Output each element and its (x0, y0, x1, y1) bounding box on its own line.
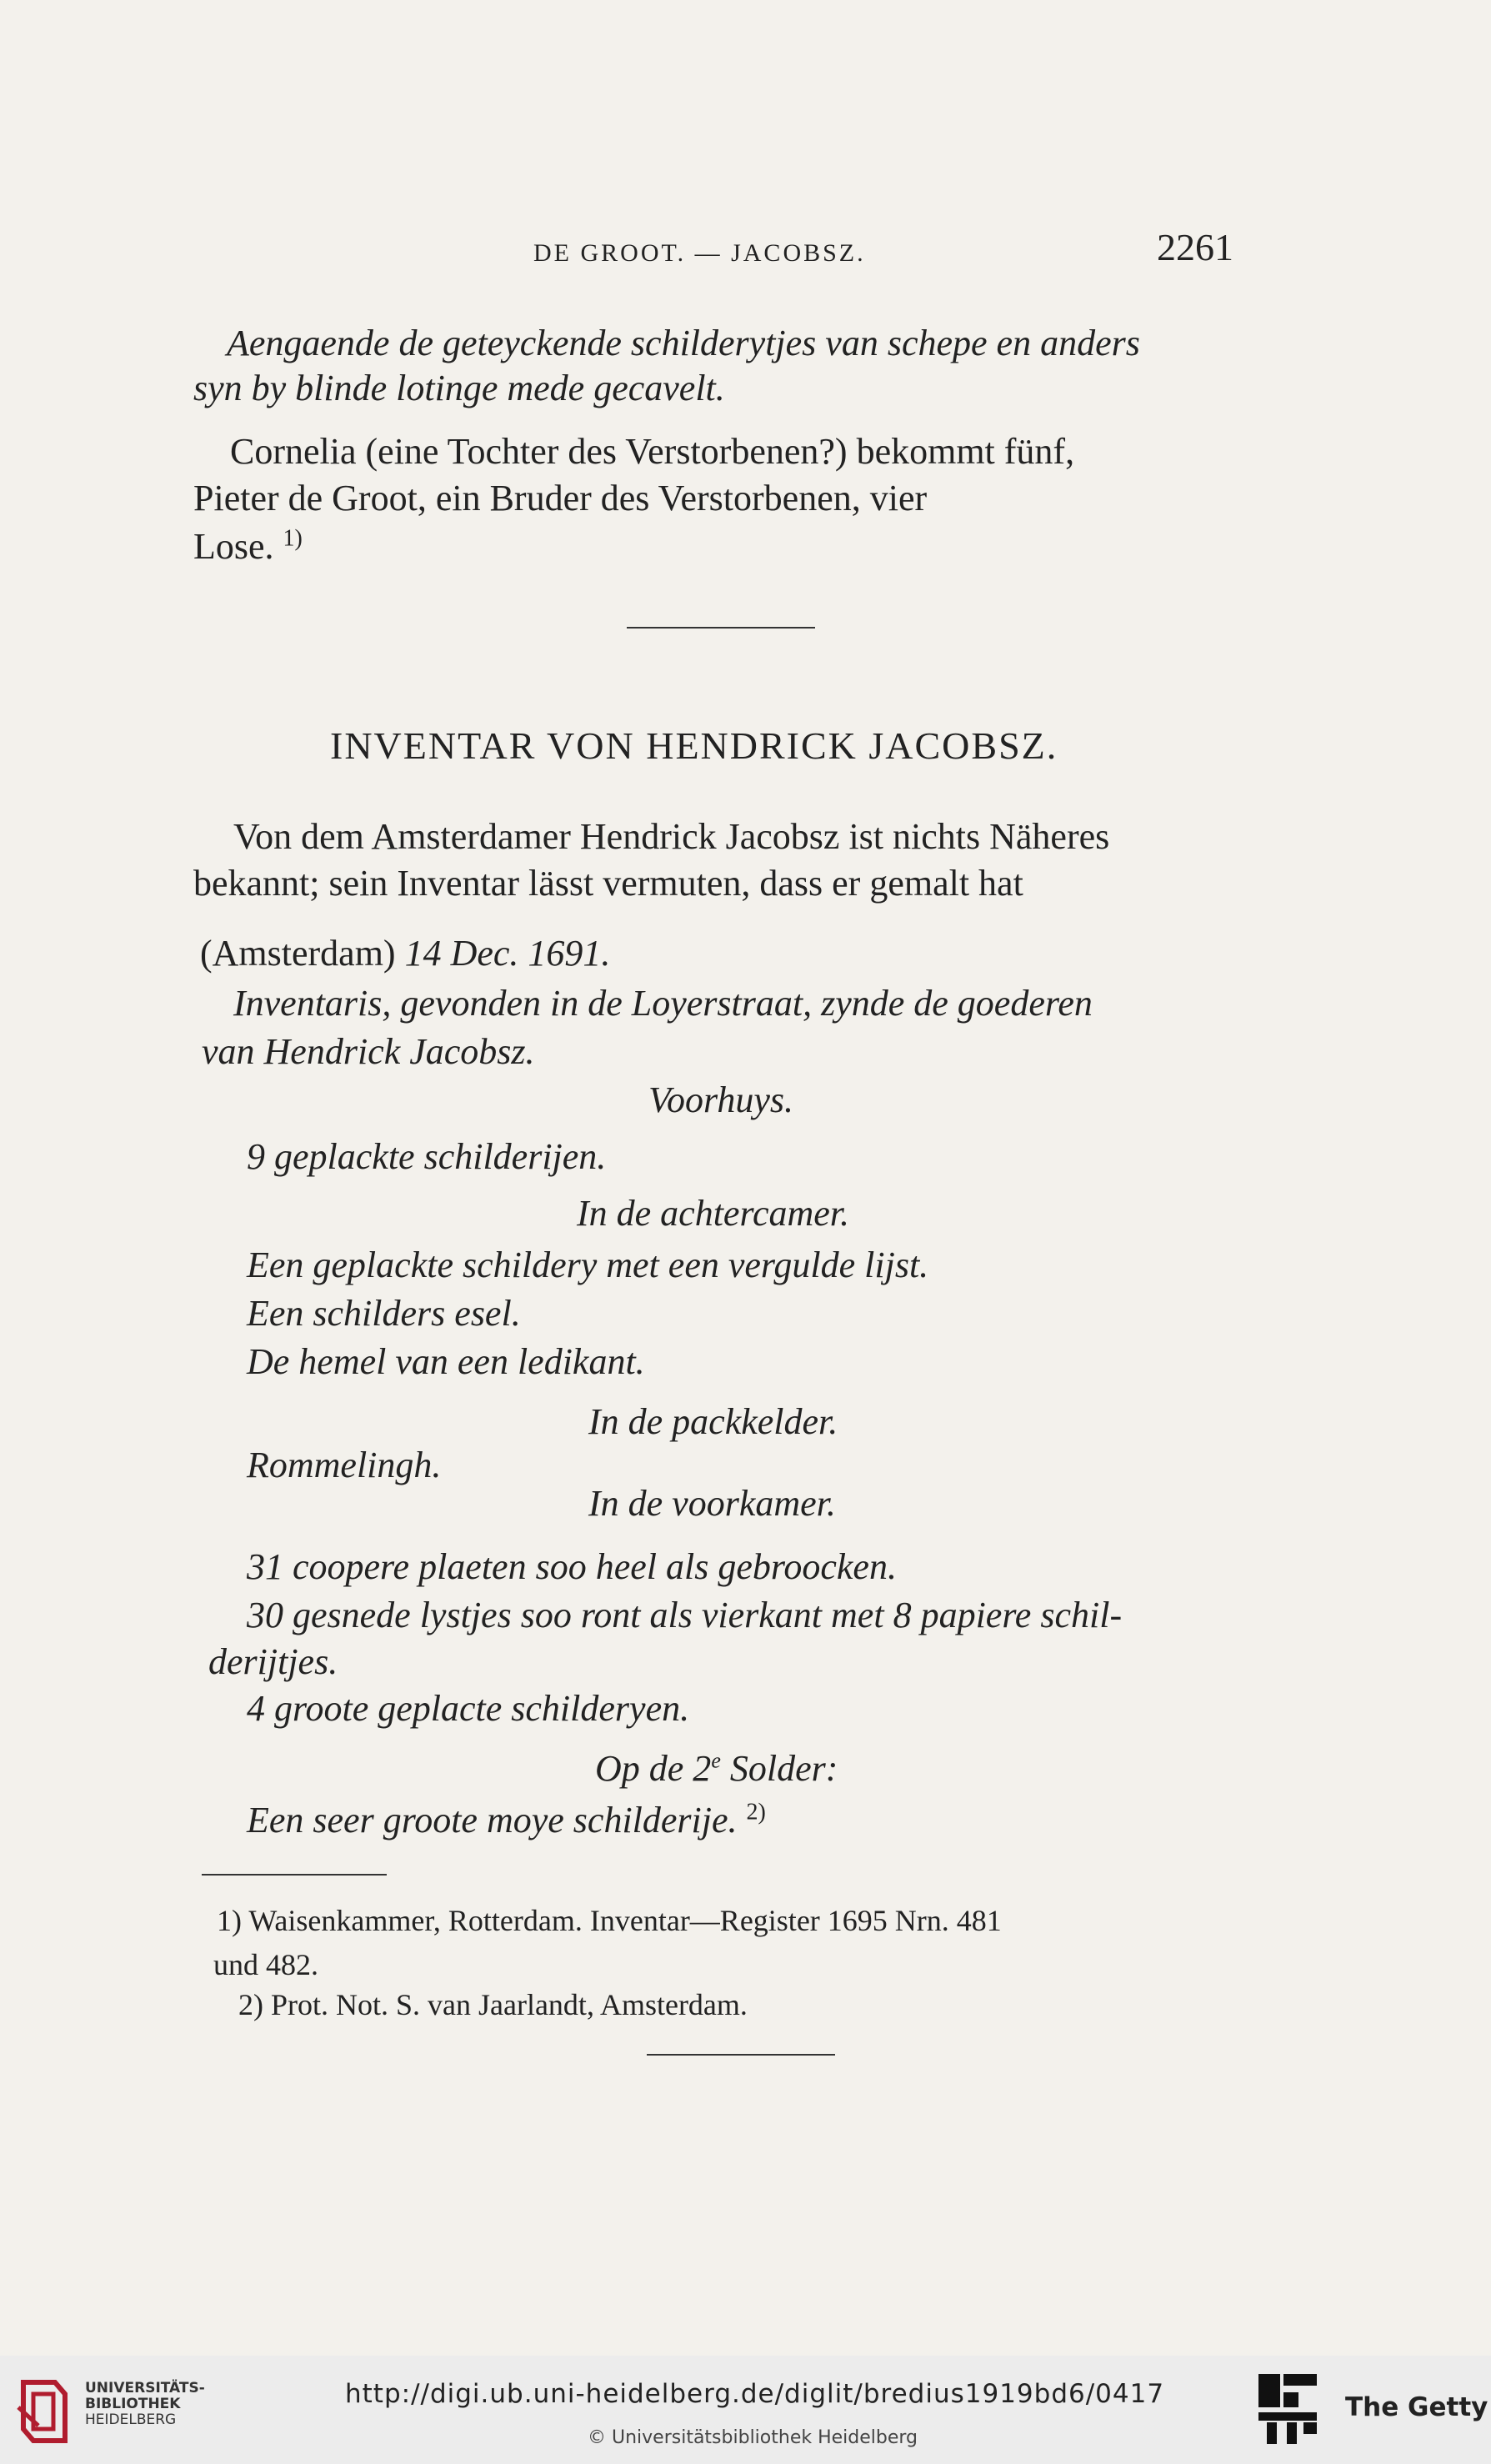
section-para-line-2: bekannt; sein Inventar lässt vermuten, dass er gemalt hat (193, 863, 1023, 904)
footnote-1-continuation: und 482. (213, 1948, 318, 1981)
room-heading: Voorhuys. (648, 1079, 793, 1120)
getty-name: The Getty (1345, 2392, 1488, 2422)
room-heading-text: Op de 2 (595, 1748, 712, 1789)
paragraph-line-1: Cornelia (eine Tochter des Verstorbenen?) bekommt fünf, (230, 431, 1075, 472)
divider (627, 627, 815, 629)
room-heading-superscript: e (711, 1748, 721, 1773)
room-heading: In de voorkamer. (588, 1483, 836, 1524)
intro-line-2: syn by blinde lotinge mede gecavelt. (193, 368, 725, 408)
footnote-ref-1: 1) (283, 525, 303, 552)
date-place: (Amsterdam) (200, 933, 396, 974)
paragraph-text: Lose. (193, 526, 274, 567)
paragraph-line-2: Pieter de Groot, ein Bruder des Verstorbenen, vier (193, 478, 928, 518)
library-name (85, 2381, 205, 2428)
inventory-item: De hemel van een ledikant. (247, 1341, 645, 1382)
inventory-item-text: Een seer groote moye schilderije. (247, 1800, 738, 1840)
paragraph-line-3 (193, 525, 303, 568)
library-name-line-1: UNIVERSITÄTS- (85, 2380, 205, 2396)
inventory-item: 9 geplackte schilderijen. (247, 1136, 607, 1177)
room-heading: In de achtercamer. (577, 1193, 850, 1234)
copyright-notice: © Universitätsbibliothek Heidelberg (588, 2427, 918, 2448)
library-name-line-3: HEIDELBERG (85, 2411, 177, 2428)
inventory-item: Rommelingh. (247, 1445, 442, 1485)
getty-logo-icon (1255, 2371, 1323, 2447)
intro-line-1: Aengaende de geteyckende schilderytjes van schepe en anders (227, 323, 1140, 363)
inventory-item: 31 coopere plaeten soo heel als gebroocken. (247, 1546, 897, 1587)
inventory-item: 4 groote geplacte schilderyen. (247, 1688, 690, 1729)
footnote-1: 1) Waisenkammer, Rotterdam. Inventar—Register 1695 Nrn. 481 (217, 1904, 1002, 1937)
end-divider (647, 2054, 835, 2056)
footnote-ref-2: 2) (746, 1799, 766, 1825)
inventory-item: Een schilders esel. (247, 1293, 521, 1334)
source-url-link[interactable]: http://digi.ub.uni-heidelberg.de/diglit/bredius1919bd6/0417 (345, 2379, 1165, 2409)
footnote-2: 2) Prot. Not. S. van Jaarlandt, Amsterdam. (238, 1988, 748, 2021)
room-heading (595, 1747, 838, 1790)
room-heading: In de packkelder. (588, 1401, 838, 1442)
date: 14 Dec. 1691. (404, 933, 611, 974)
date-line (200, 932, 610, 974)
section-para-line-1: Von dem Amsterdamer Hendrick Jacobsz ist nichts Näheres (233, 816, 1110, 857)
page-number: 2261 (1157, 226, 1233, 268)
running-header: DE GROOT. — JACOBSZ. (533, 239, 866, 267)
room-heading-suffix: Solder: (720, 1748, 838, 1789)
university-library-logo-icon (15, 2376, 75, 2447)
section-title: INVENTAR VON HENDRICK JACOBSZ. (330, 724, 1058, 767)
inventory-item: Een geplackte schildery met een vergulde lijst. (247, 1245, 929, 1285)
inventory-item-continuation: derijtjes. (208, 1641, 338, 1682)
footer-bar (0, 2356, 1491, 2464)
inventory-title-line-1: Inventaris, gevonden in de Loyerstraat, zynde de goederen (233, 983, 1093, 1024)
footnote-divider (202, 1874, 387, 1876)
inventory-item: 30 gesnede lystjes soo ront als vierkant met 8 papiere schil- (247, 1595, 1123, 1635)
inventory-item-last (247, 1799, 766, 1841)
library-name-line-2: BIBLIOTHEK (85, 2396, 181, 2412)
inventory-title-line-2: van Hendrick Jacobsz. (202, 1031, 535, 1072)
